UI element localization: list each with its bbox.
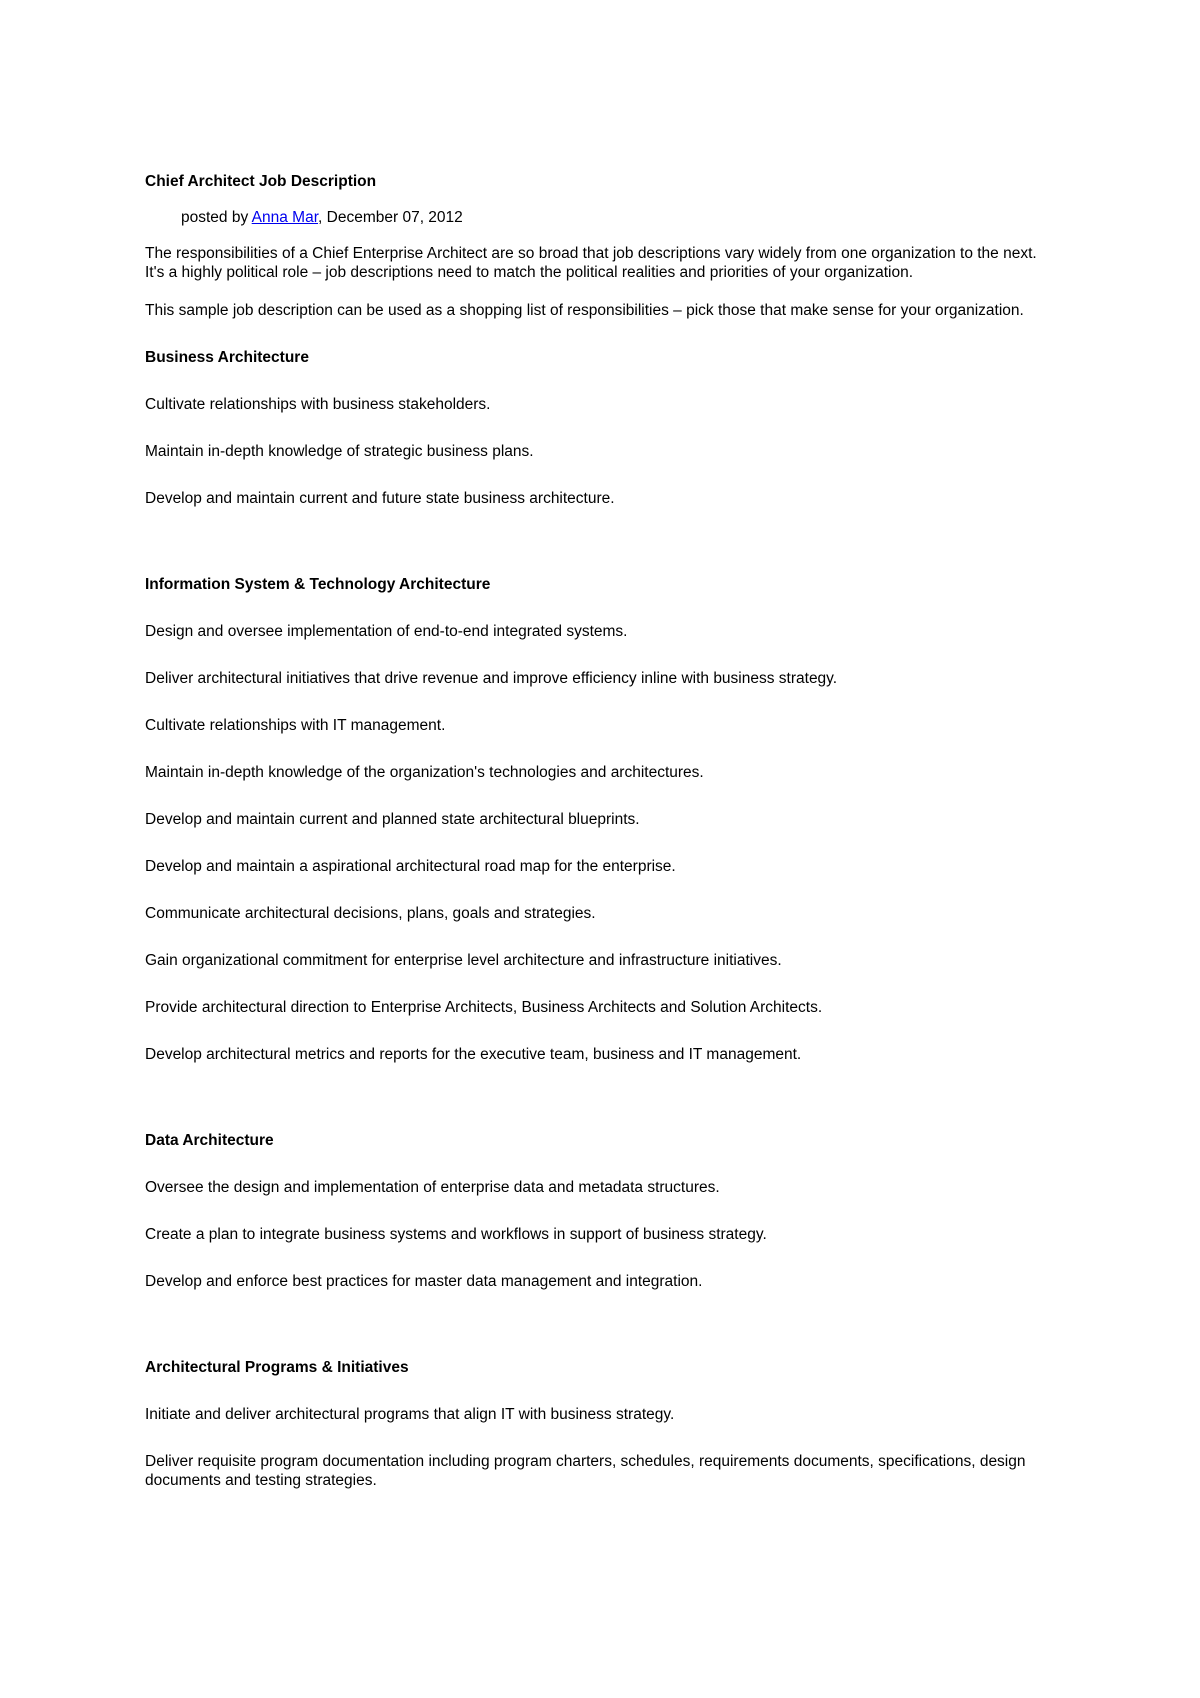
section-heading-business-architecture: Business Architecture — [145, 349, 309, 366]
list-item: Communicate architectural decisions, plans, goals and strategies. — [145, 905, 596, 922]
list-item: Deliver requisite program documentation including program charters, schedules, requirements documents, specifications, design documents and testing strategies. — [145, 1453, 1026, 1489]
list-item: Gain organizational commitment for enterprise level architecture and infrastructure initiatives. — [145, 952, 782, 969]
list-item: Cultivate relationships with business stakeholders. — [145, 396, 491, 413]
section-heading-information-system-technology: Information System & Technology Architecture — [145, 576, 491, 593]
byline-date: , December 07, 2012 — [318, 209, 463, 226]
list-item: Maintain in-depth knowledge of strategic business plans. — [145, 443, 534, 460]
section-heading-architectural-programs: Architectural Programs & Initiatives — [145, 1359, 409, 1376]
intro-paragraph: This sample job description can be used as a shopping list of responsibilities – pick those that make sense for your organization. — [145, 302, 1024, 319]
list-item: Develop and maintain current and planned state architectural blueprints. — [145, 811, 640, 828]
byline — [181, 208, 1045, 227]
list-item: Develop and maintain current and future state business architecture. — [145, 490, 615, 507]
document-title: Chief Architect Job Description — [145, 173, 377, 190]
author-link[interactable]: Anna Mar — [251, 209, 319, 226]
list-item: Deliver architectural initiatives that drive revenue and improve efficiency inline with business strategy. — [145, 670, 838, 687]
list-item: Create a plan to integrate business systems and workflows in support of business strategy. — [145, 1226, 767, 1243]
list-item: Develop architectural metrics and reports for the executive team, business and IT management. — [145, 1046, 802, 1063]
list-item: Develop and maintain a aspirational architectural road map for the enterprise. — [145, 858, 676, 875]
document-body — [145, 172, 1045, 1518]
intro-paragraph: The responsibilities of a Chief Enterprise Architect are so broad that job descriptions vary widely from one organization to the next. It's a highly political role – job descriptions need to match the political realities and priorities of your organization. — [145, 245, 1037, 281]
list-item: Oversee the design and implementation of enterprise data and metadata structures. — [145, 1179, 720, 1196]
list-item: Cultivate relationships with IT management. — [145, 717, 446, 734]
list-item: Maintain in-depth knowledge of the organization's technologies and architectures. — [145, 764, 704, 781]
list-item: Develop and enforce best practices for master data management and integration. — [145, 1273, 703, 1290]
list-item: Design and oversee implementation of end-to-end integrated systems. — [145, 623, 628, 640]
section-heading-data-architecture: Data Architecture — [145, 1132, 274, 1149]
list-item: Initiate and deliver architectural programs that align IT with business strategy. — [145, 1406, 675, 1423]
byline-prefix: posted by — [181, 209, 252, 226]
list-item: Provide architectural direction to Enterprise Architects, Business Architects and Solution Architects. — [145, 999, 823, 1016]
